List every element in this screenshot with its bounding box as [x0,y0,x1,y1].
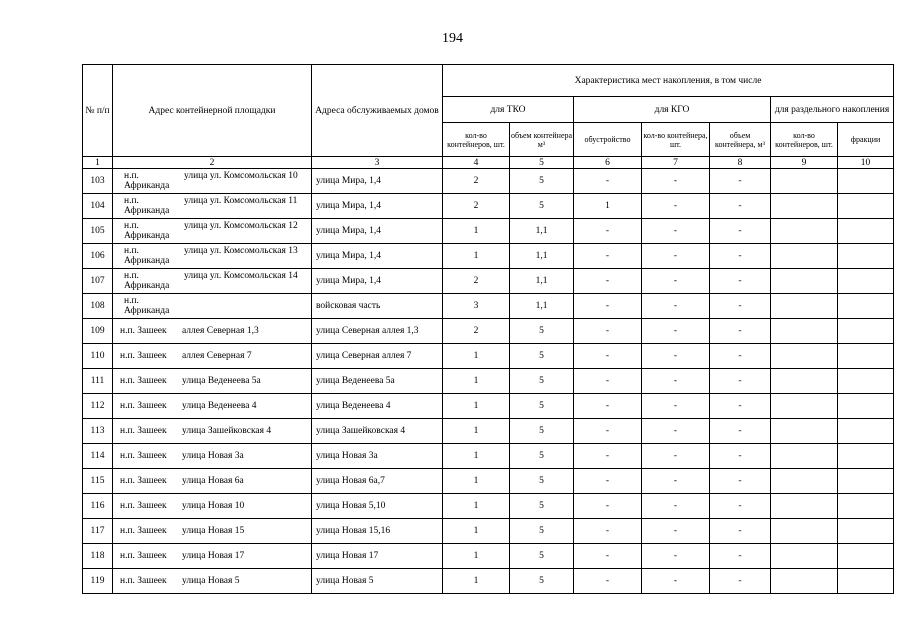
tko-volume: 5 [510,419,574,444]
row-number: 117 [83,519,113,544]
served-houses: улица Новая 5,10 [312,494,443,519]
settlement: н.п. Зашеек [120,376,167,386]
kgo-arrangement: - [574,369,642,394]
row-number: 105 [83,219,113,244]
tko-count: 1 [443,494,510,519]
header-sub: объем контейнера, м³ [710,123,771,157]
tko-volume: 5 [510,344,574,369]
kgo-volume: - [710,269,771,294]
table-row [83,294,894,319]
header-group-kgo: для КГО [574,97,771,123]
separate-fractions [838,244,894,269]
row-number: 111 [83,369,113,394]
separate-count [771,294,838,319]
separate-count [771,219,838,244]
table-row [83,269,894,294]
served-houses: улица Мира, 1,4 [312,244,443,269]
kgo-volume: - [710,544,771,569]
served-houses: улица Зашейковская 4 [312,419,443,444]
kgo-count: - [642,469,710,494]
settlement: н.п. Зашеек [120,451,167,461]
separate-fractions [838,469,894,494]
kgo-volume: - [710,169,771,194]
tko-volume: 5 [510,444,574,469]
kgo-volume: - [710,369,771,394]
kgo-volume: - [710,244,771,269]
kgo-arrangement: - [574,244,642,269]
table-row [83,219,894,244]
kgo-count: - [642,169,710,194]
tko-volume: 1,1 [510,244,574,269]
tko-count: 1 [443,544,510,569]
separate-count [771,444,838,469]
street-address: улица ул. Комсомольская 14 [184,271,298,281]
row-number: 103 [83,169,113,194]
column-number: 9 [771,157,838,169]
separate-count [771,269,838,294]
tko-volume: 5 [510,194,574,219]
served-houses: улица Мира, 1,4 [312,269,443,294]
street-address: аллея Северная 1,3 [182,326,259,336]
tko-count: 2 [443,194,510,219]
site-address-cell [113,344,312,369]
tko-volume: 5 [510,494,574,519]
street-address: улица Новая 10 [182,501,245,511]
kgo-count: - [642,219,710,244]
tko-count: 1 [443,469,510,494]
column-number: 4 [443,157,510,169]
header-sub: обустройство [574,123,642,157]
tko-count: 1 [443,444,510,469]
kgo-volume: - [710,469,771,494]
kgo-count: - [642,369,710,394]
served-houses: улица Веденеева 5а [312,369,443,394]
site-address-cell [113,244,312,269]
settlement: н.п. Африканда [124,196,170,216]
site-address-cell [113,544,312,569]
separate-count [771,194,838,219]
table-body [83,169,894,594]
separate-count [771,369,838,394]
separate-count [771,519,838,544]
tko-volume: 1,1 [510,269,574,294]
site-address-cell [113,394,312,419]
kgo-arrangement: - [574,419,642,444]
served-houses: улица Мира, 1,4 [312,219,443,244]
header-group-tko: для ТКО [443,97,574,123]
header-sub: фракции [838,123,894,157]
kgo-arrangement: - [574,519,642,544]
header-sub: кол-во контейнеров, шт. [771,123,838,157]
table-row [83,494,894,519]
kgo-volume: - [710,519,771,544]
tko-count: 1 [443,519,510,544]
header-col-address: Адрес контейнерной площадки [113,65,312,157]
street-address: улица Новая 6а [182,476,244,486]
settlement: н.п. Зашеек [120,476,167,486]
separate-fractions [838,519,894,544]
separate-count [771,494,838,519]
table-row [83,419,894,444]
tko-volume: 5 [510,394,574,419]
row-number: 116 [83,494,113,519]
page-number: 194 [442,31,463,46]
site-address-cell [113,319,312,344]
site-address-cell [113,419,312,444]
table-row [83,544,894,569]
kgo-volume: - [710,219,771,244]
row-number: 119 [83,569,113,594]
kgo-volume: - [710,569,771,594]
row-number: 106 [83,244,113,269]
column-number: 5 [510,157,574,169]
site-address-cell [113,294,312,319]
served-houses: улица Северная аллея 7 [312,344,443,369]
site-address-cell [113,569,312,594]
settlement: н.п. Африканда [124,171,170,191]
kgo-count: - [642,269,710,294]
tko-volume: 5 [510,519,574,544]
row-number: 114 [83,444,113,469]
separate-fractions [838,294,894,319]
row-number: 108 [83,294,113,319]
header-sub: объем контейнера м³ [510,123,574,157]
row-number: 110 [83,344,113,369]
table-row [83,444,894,469]
separate-count [771,244,838,269]
column-number: 8 [710,157,771,169]
separate-fractions [838,419,894,444]
served-houses: войсковая часть [312,294,443,319]
table-row [83,519,894,544]
kgo-arrangement: - [574,394,642,419]
header-group-main: Характеристика мест накопления, в том числе [443,65,894,97]
served-houses: улица Северная аллея 1,3 [312,319,443,344]
street-address: улица Новая 17 [182,551,245,561]
separate-count [771,419,838,444]
tko-count: 2 [443,269,510,294]
header-col-served: Адреса обслуживаемых домов [312,65,443,157]
separate-fractions [838,269,894,294]
column-number: 2 [113,157,312,169]
settlement: н.п. Африканда [124,246,170,266]
separate-fractions [838,494,894,519]
site-address-cell [113,494,312,519]
kgo-count: - [642,544,710,569]
kgo-count: - [642,194,710,219]
kgo-arrangement: - [574,294,642,319]
served-houses: улица Новая 17 [312,544,443,569]
tko-count: 1 [443,244,510,269]
street-address: улица ул. Комсомольская 10 [184,171,298,181]
site-address-cell [113,469,312,494]
site-address-cell [113,519,312,544]
separate-count [771,344,838,369]
header-sub: кол-во контейнеров, шт. [443,123,510,157]
tko-count: 3 [443,294,510,319]
tko-volume: 5 [510,369,574,394]
table-row [83,469,894,494]
kgo-count: - [642,319,710,344]
table-row [83,344,894,369]
settlement: н.п. Зашеек [120,526,167,536]
settlement: н.п. Зашеек [120,551,167,561]
separate-fractions [838,219,894,244]
row-number: 113 [83,419,113,444]
kgo-arrangement: - [574,319,642,344]
settlement: н.п. Зашеек [120,426,167,436]
settlement: н.п. Зашеек [120,326,167,336]
kgo-count: - [642,344,710,369]
street-address: улица ул. Комсомольская 12 [184,221,298,231]
separate-fractions [838,444,894,469]
kgo-count: - [642,394,710,419]
header-sub: кол-во контейнера, шт. [642,123,710,157]
street-address: улица Новая 15 [182,526,245,536]
kgo-arrangement: - [574,544,642,569]
street-address [184,296,311,316]
kgo-count: - [642,294,710,319]
street-address: улица Зашейковская 4 [182,426,272,436]
tko-volume: 1,1 [510,294,574,319]
separate-fractions [838,544,894,569]
kgo-volume: - [710,194,771,219]
kgo-arrangement: - [574,269,642,294]
served-houses: улица Новая 6а,7 [312,469,443,494]
table-row [83,394,894,419]
table-row [83,244,894,269]
container-sites-table [82,64,894,594]
tko-count: 1 [443,369,510,394]
served-houses: улица Новая 3а [312,444,443,469]
separate-count [771,469,838,494]
street-address: улица Новая 3а [182,451,244,461]
kgo-count: - [642,494,710,519]
tko-count: 1 [443,219,510,244]
kgo-volume: - [710,419,771,444]
table-row [83,569,894,594]
table-row [83,319,894,344]
street-address: улица Веденеева 4 [182,401,257,411]
column-number: 7 [642,157,710,169]
separate-fractions [838,569,894,594]
header-group-separate: для раздельного накопления [771,97,894,123]
kgo-volume: - [710,394,771,419]
kgo-volume: - [710,294,771,319]
kgo-volume: - [710,344,771,369]
tko-volume: 5 [510,169,574,194]
site-address-cell [113,369,312,394]
kgo-arrangement: - [574,169,642,194]
kgo-arrangement: - [574,219,642,244]
tko-count: 1 [443,419,510,444]
settlement: н.п. Зашеек [120,351,167,361]
site-address-cell [113,169,312,194]
separate-count [771,394,838,419]
kgo-count: - [642,244,710,269]
served-houses: улица Мира, 1,4 [312,169,443,194]
table-row [83,369,894,394]
kgo-count: - [642,419,710,444]
kgo-volume: - [710,444,771,469]
kgo-arrangement: - [574,344,642,369]
row-number: 118 [83,544,113,569]
street-address: аллея Северная 7 [182,351,252,361]
header-col-num: № п/п [83,65,113,157]
street-address: улица ул. Комсомольская 13 [184,246,298,256]
served-houses: улица Новая 5 [312,569,443,594]
separate-fractions [838,344,894,369]
row-number: 112 [83,394,113,419]
column-number: 6 [574,157,642,169]
tko-count: 2 [443,319,510,344]
separate-count [771,319,838,344]
tko-count: 1 [443,394,510,419]
separate-fractions [838,169,894,194]
kgo-arrangement: - [574,444,642,469]
tko-volume: 5 [510,319,574,344]
separate-fractions [838,319,894,344]
tko-count: 1 [443,569,510,594]
tko-volume: 1,1 [510,219,574,244]
table-row [83,169,894,194]
separate-fractions [838,194,894,219]
row-number: 115 [83,469,113,494]
served-houses: улица Мира, 1,4 [312,194,443,219]
separate-count [771,544,838,569]
table-row [83,194,894,219]
site-address-cell [113,194,312,219]
separate-fractions [838,394,894,419]
site-address-cell [113,219,312,244]
settlement: н.п. Африканда [124,296,170,316]
street-address: улица Веденеева 5а [182,376,261,386]
kgo-count: - [642,519,710,544]
site-address-cell [113,444,312,469]
tko-volume: 5 [510,469,574,494]
column-number: 1 [83,157,113,169]
tko-volume: 5 [510,544,574,569]
kgo-volume: - [710,494,771,519]
settlement: н.п. Африканда [124,271,170,291]
served-houses: улица Новая 15,16 [312,519,443,544]
kgo-arrangement: - [574,569,642,594]
kgo-count: - [642,569,710,594]
separate-count [771,169,838,194]
kgo-arrangement: 1 [574,194,642,219]
settlement: н.п. Зашеек [120,401,167,411]
tko-count: 1 [443,344,510,369]
separate-fractions [838,369,894,394]
site-address-cell [113,269,312,294]
column-number: 10 [838,157,894,169]
tko-count: 2 [443,169,510,194]
row-number: 107 [83,269,113,294]
served-houses: улица Веденеева 4 [312,394,443,419]
row-number: 104 [83,194,113,219]
kgo-arrangement: - [574,469,642,494]
settlement: н.п. Зашеек [120,501,167,511]
separate-count [771,569,838,594]
street-address: улица ул. Комсомольская 11 [184,196,298,206]
kgo-arrangement: - [574,494,642,519]
settlement: н.п. Африканда [124,221,170,241]
settlement: н.п. Зашеек [120,576,167,586]
street-address: улица Новая 5 [182,576,240,586]
tko-volume: 5 [510,569,574,594]
kgo-volume: - [710,319,771,344]
row-number: 109 [83,319,113,344]
kgo-count: - [642,444,710,469]
column-number: 3 [312,157,443,169]
